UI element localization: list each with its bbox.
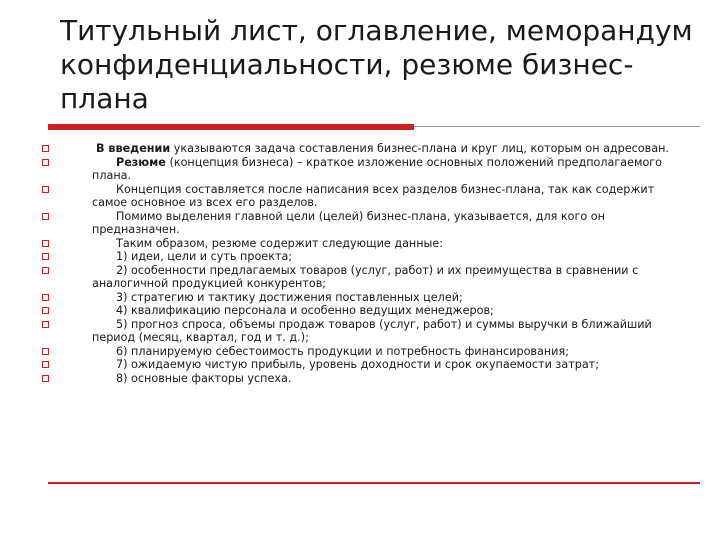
list-item-body: 5) прогноз спроса, объемы продаж товаров (услуг, работ) и суммы выручки в ближайший период (месяц, квартал, год и т. д.); [92,317,652,344]
square-bullet-icon [42,186,49,193]
list-item-text [92,291,682,305]
list-item [42,372,682,386]
list-item-body: 8) основные факторы успеха. [116,371,292,385]
list-item-bold: В введении [96,142,171,155]
square-bullet-icon [42,375,49,382]
square-bullet-icon [42,213,49,220]
square-bullet-icon [42,145,49,152]
square-bullet-icon [42,267,49,274]
list-item-text [92,345,682,359]
list-item-text [92,318,682,345]
list-item [42,304,682,318]
list-item-body: 6) планируемую себестоимость продукции и потребность финансирования; [116,344,569,358]
list-item [42,318,682,345]
square-bullet-icon [42,361,49,368]
list-item-text [92,237,682,251]
square-bullet-icon [42,294,49,301]
list-item-body: 1) идеи, цели и суть проекта; [116,250,293,263]
list-item-text [92,358,682,372]
list-item-body: 7) ожидаемую чистую прибыль, уровень доходности и срок окупаемости затрат; [116,358,599,371]
list-item-text [92,156,682,183]
list-item-text [92,264,682,291]
square-bullet-icon [42,253,49,260]
list-item-bold: Резюме [116,155,166,169]
list-item [42,156,682,183]
list-item [42,291,682,305]
bullet-list [42,142,682,385]
list-item [42,345,682,359]
bottom-divider [48,482,700,484]
slide-title: Титульный лист, оглавление, меморандум конфиденциальности, резюме бизнес-плана [60,14,693,115]
title-underline [48,124,700,130]
list-item [42,237,682,251]
square-bullet-icon [42,240,49,247]
list-item-text [92,183,682,210]
list-item-text [92,304,682,318]
list-item-body: (концепция бизнеса) – краткое изложение основных положений предполагаемого плана. [92,155,663,182]
square-bullet-icon [42,321,49,328]
square-bullet-icon [42,348,49,355]
list-item-body: Помимо выделения главной цели (целей) бизнес-плана, указывается, для кого он предназначен. [92,209,605,236]
list-item [42,142,682,156]
title-underline-accent [48,124,414,130]
square-bullet-icon [42,159,49,166]
list-item-body: Концепция составляется после написания всех разделов бизнес-плана, так как содержит самое основное из всех его разделов. [92,182,655,209]
list-item-text [92,210,682,237]
list-item-text [92,142,682,156]
list-item-body: Таким образом, резюме содержит следующие данные: [116,236,444,250]
list-item [42,264,682,291]
list-item [42,250,682,264]
list-item [42,183,682,210]
list-item-text [92,372,682,386]
list-item [42,358,682,372]
square-bullet-icon [42,307,49,314]
list-item-body: 4) квалификацию персонала и особенно ведущих менеджеров; [116,304,494,317]
list-item-body: указываются задача составления бизнес-плана и круг лиц, которым он адресован. [170,142,669,155]
list-item-text [92,250,682,264]
list-item-body: 2) особенности предлагаемых товаров (услуг, работ) и их преимущества в сравнении с аналогичной продукцией конкурентов; [92,263,639,290]
list-item-body: 3) стратегию и тактику достижения поставленных целей; [116,290,463,304]
list-item [42,210,682,237]
